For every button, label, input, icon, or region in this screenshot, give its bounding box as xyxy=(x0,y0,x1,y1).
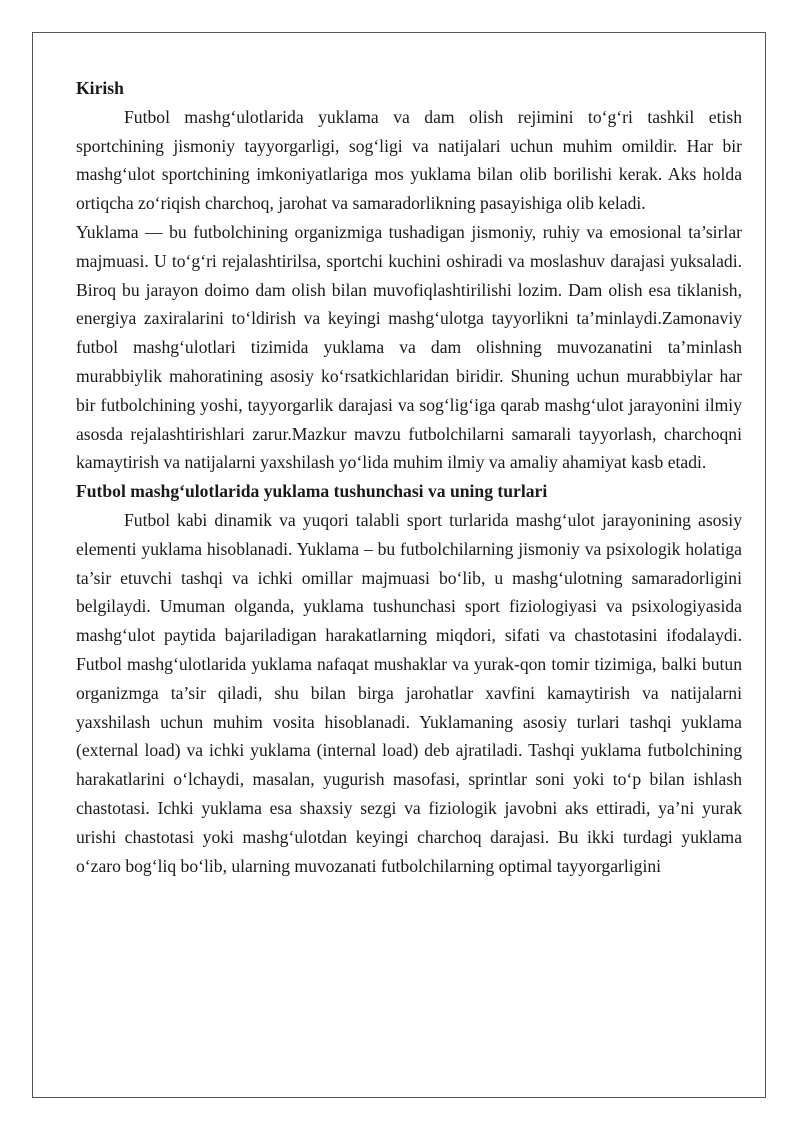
section-heading: Futbol mashg‘ulotlarida yuklama tushunchasi va uning turlari xyxy=(76,481,548,502)
intro-heading: Kirish xyxy=(76,78,124,98)
intro-paragraph-1: Futbol mashg‘ulotlarida yuklama va dam olish rejimini to‘g‘ri tashkil etish sportchining jismoniy tayyorgarligi, sog‘ligi va natijalari uchun muhim omildir. Har bir mashg‘ulot sportchining imkoniyatlariga mos yuklama bilan olib borilishi kerak. Aks holda ortiqcha zo‘riqish charchoq, jarohat va samaradorlikning pasayishiga olib keladi. xyxy=(76,106,742,214)
section-paragraph-1: Futbol kabi dinamik va yuqori talabli sport turlarida mashg‘ulot jarayonining asosiy elementi yuklama hisoblanadi. Yuklama – bu futbolchilarning jismoniy va psixologik holatiga ta’sir etuvchi tashqi va ichki omillar majmuasi bo‘lib, u mashg‘ulotning samaradorligini belgilaydi. Umuman olganda, yuklama tushunchasi sport fiziologiyasi va psixologiyasida mashg‘ulot paytida bajariladigan harakatlarning miqdori, sifati va chastotasini ifodalaydi. Futbol mashg‘ulotlarida yuklama nafaqat mushaklar va yurak-qon tomir tizimiga, balki butun organizmga ta’sir qiladi, shu bilan birga jarohatlar xavfini kamaytirish va natijalarni yaxshilash uchun muhim vosita hisoblanadi. Yuklamaning asosiy turlari tashqi yuklama (external load) va ichki yuklama (internal load) deb ajratiladi. Tashqi yuklama futbolchining harakatlarini o‘lchaydi, masalan, yugurish masofasi, sprintlar soni yoki to‘p bilan ishlash chastotasi. Ichki yuklama esa shaxsiy sezgi va fiziologik javobni aks ettiradi, ya’ni yurak urishi chastotasi yoki mashg‘ulotdan keyingi charchoq darajasi. Bu ikki turdagi yuklama o‘zaro bog‘liq bo‘lib, ularning muvozanati futbolchilarning optimal tayyorgarligini xyxy=(76,509,742,876)
document-body xyxy=(76,74,742,880)
intro-paragraph-2: Yuklama — bu futbolchining organizmiga tushadigan jismoniy, ruhiy va emosional ta’sirlar majmuasi. U to‘g‘ri rejalashtirilsa, sportchi kuchini oshiradi va moslashuv darajasi yuksaladi. Biroq bu jarayon doimo dam olish bilan muvofiqlashtirilishi lozim. Dam olish esa tiklanish, energiya zaxiralarini to‘ldirish va keyingi mashg‘ulotga tayyorlikni ta’minlaydi.Zamonaviy futbol mashg‘ulotlari tizimida yuklama va dam olishning muvozanatini ta’minlash murabbiylik mahoratining asosiy ko‘rsatkichlaridan biridir. Shuning uchun murabbiylar har bir futbolchining yoshi, tayyorgarlik darajasi va sog‘lig‘iga qarab mashg‘ulot jarayonini ilmiy asosda rejalashtirishlari zarur.Mazkur mavzu futbolchilarni samarali tayyorlash, charchoqni kamaytirish va natijalarni yaxshilash yo‘lida muhim ilmiy va amaliy ahamiyat kasb etadi. xyxy=(76,221,742,473)
